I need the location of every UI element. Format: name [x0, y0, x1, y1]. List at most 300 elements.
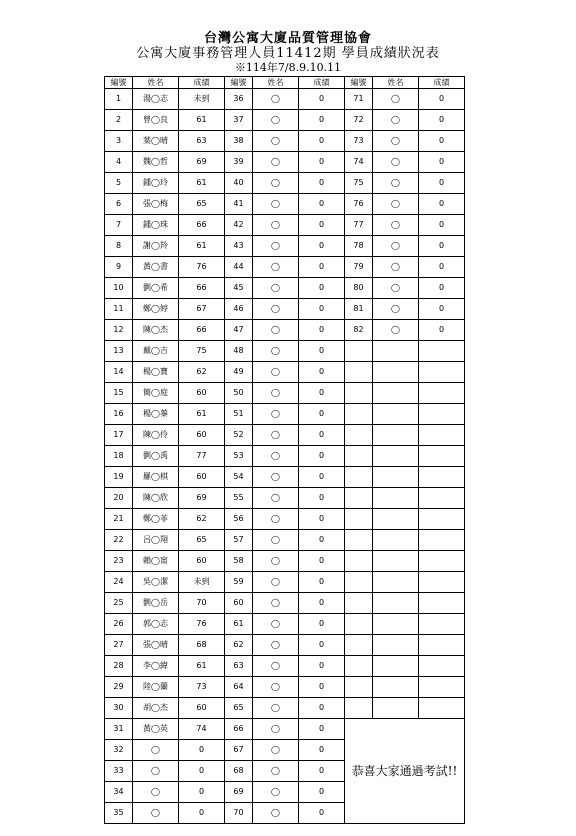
- student-number: 52: [225, 425, 253, 446]
- student-score: 0: [419, 215, 465, 236]
- student-name: 胡◯杰: [133, 698, 179, 719]
- column-header: 姓名: [133, 77, 179, 89]
- student-name: ◯: [253, 215, 299, 236]
- column-header: 編號: [105, 77, 133, 89]
- empty-cell: [345, 341, 373, 362]
- student-name: ◯: [133, 782, 179, 803]
- table-row: [105, 530, 465, 551]
- student-score: 65: [179, 194, 225, 215]
- empty-cell: [373, 383, 419, 404]
- student-number: 69: [225, 782, 253, 803]
- student-name: 郭◯志: [133, 614, 179, 635]
- student-score: 60: [179, 467, 225, 488]
- student-name: ◯: [373, 257, 419, 278]
- table-row: [105, 467, 465, 488]
- student-name: 楊◯寶: [133, 362, 179, 383]
- student-number: 63: [225, 656, 253, 677]
- column-header: 成績: [419, 77, 465, 89]
- student-number: 13: [105, 341, 133, 362]
- table-row: [105, 89, 465, 110]
- student-name: ◯: [253, 446, 299, 467]
- student-name: ◯: [253, 656, 299, 677]
- empty-cell: [345, 635, 373, 656]
- empty-cell: [373, 488, 419, 509]
- student-number: 5: [105, 173, 133, 194]
- student-number: 71: [345, 89, 373, 110]
- table-row: [105, 509, 465, 530]
- student-number: 70: [225, 803, 253, 824]
- student-number: 22: [105, 530, 133, 551]
- student-name: 鄭◯菲: [133, 509, 179, 530]
- empty-cell: [373, 572, 419, 593]
- student-number: 66: [225, 719, 253, 740]
- student-name: ◯: [253, 803, 299, 824]
- student-score: 0: [299, 782, 345, 803]
- table-row: [105, 572, 465, 593]
- empty-cell: [419, 467, 465, 488]
- student-name: ◯: [253, 488, 299, 509]
- student-number: 81: [345, 299, 373, 320]
- student-number: 67: [225, 740, 253, 761]
- student-score: 66: [179, 320, 225, 341]
- student-number: 59: [225, 572, 253, 593]
- student-name: 劉◯禹: [133, 446, 179, 467]
- table-header-row: [105, 77, 465, 89]
- student-name: 陸◯蘭: [133, 677, 179, 698]
- empty-cell: [345, 446, 373, 467]
- student-score: 0: [299, 257, 345, 278]
- student-name: ◯: [253, 782, 299, 803]
- student-score: 0: [299, 236, 345, 257]
- student-number: 30: [105, 698, 133, 719]
- empty-cell: [419, 530, 465, 551]
- student-score: 0: [419, 278, 465, 299]
- student-number: 57: [225, 530, 253, 551]
- student-number: 9: [105, 257, 133, 278]
- grade-table-body: [105, 77, 465, 824]
- table-row: [105, 488, 465, 509]
- student-name: ◯: [253, 257, 299, 278]
- student-name: ◯: [253, 110, 299, 131]
- student-score: 0: [299, 635, 345, 656]
- student-name: ◯: [253, 425, 299, 446]
- student-number: 33: [105, 761, 133, 782]
- student-name: 陳◯伶: [133, 425, 179, 446]
- student-name: 賴◯甯: [133, 551, 179, 572]
- student-number: 12: [105, 320, 133, 341]
- student-name: ◯: [373, 131, 419, 152]
- empty-cell: [373, 362, 419, 383]
- student-number: 49: [225, 362, 253, 383]
- table-row: [105, 551, 465, 572]
- student-number: 73: [345, 131, 373, 152]
- student-name: 楊◯蓁: [133, 404, 179, 425]
- student-name: 張◯梅: [133, 194, 179, 215]
- student-number: 43: [225, 236, 253, 257]
- student-name: ◯: [253, 572, 299, 593]
- student-score: 62: [179, 509, 225, 530]
- empty-cell: [419, 593, 465, 614]
- student-score: 66: [179, 278, 225, 299]
- table-row: [105, 677, 465, 698]
- student-number: 72: [345, 110, 373, 131]
- empty-cell: [419, 404, 465, 425]
- table-row: [105, 446, 465, 467]
- empty-cell: [373, 698, 419, 719]
- empty-cell: [373, 656, 419, 677]
- student-number: 58: [225, 551, 253, 572]
- student-name: ◯: [253, 383, 299, 404]
- student-name: ◯: [253, 677, 299, 698]
- column-header: 姓名: [253, 77, 299, 89]
- column-header: 成績: [179, 77, 225, 89]
- student-number: 42: [225, 215, 253, 236]
- student-score: 0: [299, 572, 345, 593]
- table-row: [105, 152, 465, 173]
- student-name: 葉◯晴: [133, 131, 179, 152]
- student-number: 51: [225, 404, 253, 425]
- student-score: 0: [179, 803, 225, 824]
- student-number: 23: [105, 551, 133, 572]
- student-score: 0: [419, 110, 465, 131]
- student-name: ◯: [253, 698, 299, 719]
- empty-cell: [419, 551, 465, 572]
- student-name: ◯: [373, 110, 419, 131]
- student-score: 0: [299, 446, 345, 467]
- student-number: 36: [225, 89, 253, 110]
- empty-cell: [345, 530, 373, 551]
- empty-cell: [373, 593, 419, 614]
- table-row: [105, 341, 465, 362]
- student-name: ◯: [253, 635, 299, 656]
- student-score: 60: [179, 551, 225, 572]
- empty-cell: [345, 614, 373, 635]
- student-score: 0: [299, 509, 345, 530]
- student-number: 21: [105, 509, 133, 530]
- student-score: 74: [179, 719, 225, 740]
- student-number: 65: [225, 698, 253, 719]
- student-number: 77: [345, 215, 373, 236]
- student-name: ◯: [253, 614, 299, 635]
- student-score: 0: [179, 740, 225, 761]
- student-score: 76: [179, 614, 225, 635]
- student-number: 15: [105, 383, 133, 404]
- student-number: 82: [345, 320, 373, 341]
- student-number: 16: [105, 404, 133, 425]
- empty-cell: [345, 425, 373, 446]
- student-score: 0: [419, 131, 465, 152]
- student-score: 69: [179, 488, 225, 509]
- student-name: ◯: [253, 719, 299, 740]
- student-name: ◯: [253, 278, 299, 299]
- student-number: 40: [225, 173, 253, 194]
- student-number: 54: [225, 467, 253, 488]
- student-name: 李◯緯: [133, 656, 179, 677]
- student-score: 0: [299, 89, 345, 110]
- student-name: 陳◯欣: [133, 488, 179, 509]
- table-row: [105, 656, 465, 677]
- student-number: 10: [105, 278, 133, 299]
- empty-cell: [373, 404, 419, 425]
- student-number: 1: [105, 89, 133, 110]
- date-line: ※114年7/8.9.10.11: [234, 61, 342, 74]
- empty-cell: [373, 446, 419, 467]
- student-score: 76: [179, 257, 225, 278]
- student-number: 37: [225, 110, 253, 131]
- student-name: ◯: [133, 740, 179, 761]
- student-score: 0: [299, 341, 345, 362]
- table-row: [105, 110, 465, 131]
- student-score: 0: [299, 110, 345, 131]
- student-name: ◯: [253, 761, 299, 782]
- student-score: 77: [179, 446, 225, 467]
- student-name: ◯: [373, 320, 419, 341]
- student-score: 0: [299, 278, 345, 299]
- student-name: ◯: [253, 89, 299, 110]
- empty-cell: [373, 341, 419, 362]
- student-score: 0: [299, 362, 345, 383]
- student-score: 61: [179, 236, 225, 257]
- student-name: 謝◯羚: [133, 236, 179, 257]
- column-header: 編號: [345, 77, 373, 89]
- empty-cell: [419, 362, 465, 383]
- student-score: 0: [419, 320, 465, 341]
- student-score: 0: [299, 131, 345, 152]
- student-name: 黃◯英: [133, 719, 179, 740]
- student-score: 70: [179, 593, 225, 614]
- student-score: 0: [299, 152, 345, 173]
- column-header: 編號: [225, 77, 253, 89]
- student-name: ◯: [253, 341, 299, 362]
- student-number: 41: [225, 194, 253, 215]
- table-row: [105, 425, 465, 446]
- student-number: 11: [105, 299, 133, 320]
- empty-cell: [345, 698, 373, 719]
- student-score: 0: [299, 488, 345, 509]
- student-name: ◯: [253, 404, 299, 425]
- student-number: 14: [105, 362, 133, 383]
- student-name: 簡◯庭: [133, 383, 179, 404]
- student-number: 20: [105, 488, 133, 509]
- student-score: 69: [179, 152, 225, 173]
- student-name: ◯: [373, 215, 419, 236]
- empty-cell: [419, 614, 465, 635]
- table-row: [105, 299, 465, 320]
- student-name: ◯: [253, 131, 299, 152]
- student-score: 0: [419, 257, 465, 278]
- student-score: 0: [419, 194, 465, 215]
- table-row: [105, 614, 465, 635]
- table-row: [105, 383, 465, 404]
- student-score: 0: [419, 152, 465, 173]
- student-number: 32: [105, 740, 133, 761]
- grade-table: [104, 76, 465, 824]
- student-number: 4: [105, 152, 133, 173]
- student-score: 62: [179, 362, 225, 383]
- empty-cell: [419, 698, 465, 719]
- student-score: 0: [299, 803, 345, 824]
- student-number: 26: [105, 614, 133, 635]
- table-row: [105, 215, 465, 236]
- student-number: 24: [105, 572, 133, 593]
- empty-cell: [345, 467, 373, 488]
- empty-cell: [345, 383, 373, 404]
- student-score: 0: [299, 467, 345, 488]
- student-number: 35: [105, 803, 133, 824]
- student-name: ◯: [253, 152, 299, 173]
- student-name: 湯◯志: [133, 89, 179, 110]
- student-number: 8: [105, 236, 133, 257]
- student-name: 曾◯良: [133, 110, 179, 131]
- student-score: 0: [419, 89, 465, 110]
- document-subtitle: 公寓大廈事務管理人員11412期 學員成績狀況表: [136, 46, 440, 61]
- empty-cell: [345, 362, 373, 383]
- student-name: 羅◯棋: [133, 467, 179, 488]
- student-name: 鍾◯珠: [133, 215, 179, 236]
- student-score: 0: [419, 173, 465, 194]
- empty-cell: [345, 572, 373, 593]
- student-name: ◯: [253, 740, 299, 761]
- empty-cell: [345, 488, 373, 509]
- student-name: ◯: [253, 194, 299, 215]
- student-number: 80: [345, 278, 373, 299]
- student-score: 未到: [179, 89, 225, 110]
- student-number: 25: [105, 593, 133, 614]
- student-score: 61: [179, 656, 225, 677]
- student-number: 6: [105, 194, 133, 215]
- student-score: 73: [179, 677, 225, 698]
- student-score: 61: [179, 404, 225, 425]
- student-score: 65: [179, 530, 225, 551]
- student-number: 76: [345, 194, 373, 215]
- student-number: 19: [105, 467, 133, 488]
- student-number: 75: [345, 173, 373, 194]
- student-score: 0: [299, 761, 345, 782]
- student-name: ◯: [253, 320, 299, 341]
- student-name: 魏◯哲: [133, 152, 179, 173]
- student-name: ◯: [253, 509, 299, 530]
- student-number: 74: [345, 152, 373, 173]
- student-number: 45: [225, 278, 253, 299]
- student-name: 劉◯希: [133, 278, 179, 299]
- student-score: 0: [419, 299, 465, 320]
- empty-cell: [373, 614, 419, 635]
- student-number: 2: [105, 110, 133, 131]
- table-row: [105, 698, 465, 719]
- empty-cell: [419, 383, 465, 404]
- student-name: ◯: [373, 173, 419, 194]
- student-number: 3: [105, 131, 133, 152]
- empty-cell: [345, 656, 373, 677]
- student-number: 39: [225, 152, 253, 173]
- student-number: 48: [225, 341, 253, 362]
- student-number: 60: [225, 593, 253, 614]
- student-name: ◯: [253, 299, 299, 320]
- student-name: ◯: [253, 173, 299, 194]
- student-name: ◯: [373, 194, 419, 215]
- student-number: 78: [345, 236, 373, 257]
- congratulations-message: 恭喜大家通過考試!!: [345, 719, 465, 824]
- student-name: ◯: [253, 467, 299, 488]
- student-name: 鍾◯玲: [133, 173, 179, 194]
- student-score: 60: [179, 383, 225, 404]
- student-score: 0: [299, 530, 345, 551]
- student-number: 18: [105, 446, 133, 467]
- student-number: 64: [225, 677, 253, 698]
- empty-cell: [373, 467, 419, 488]
- student-number: 50: [225, 383, 253, 404]
- student-number: 31: [105, 719, 133, 740]
- table-row: [105, 173, 465, 194]
- student-score: 0: [419, 236, 465, 257]
- student-name: 鄭◯婷: [133, 299, 179, 320]
- student-score: 67: [179, 299, 225, 320]
- student-name: ◯: [373, 236, 419, 257]
- student-number: 44: [225, 257, 253, 278]
- student-name: ◯: [373, 299, 419, 320]
- empty-cell: [419, 677, 465, 698]
- student-score: 0: [299, 677, 345, 698]
- student-number: 38: [225, 131, 253, 152]
- student-score: 未到: [179, 572, 225, 593]
- table-row: [105, 131, 465, 152]
- student-score: 0: [299, 740, 345, 761]
- student-number: 68: [225, 761, 253, 782]
- empty-cell: [373, 677, 419, 698]
- table-row: [105, 278, 465, 299]
- student-name: 戴◯吉: [133, 341, 179, 362]
- student-name: ◯: [253, 593, 299, 614]
- student-score: 60: [179, 698, 225, 719]
- student-score: 0: [299, 404, 345, 425]
- student-name: 陳◯杰: [133, 320, 179, 341]
- column-header: 成績: [299, 77, 345, 89]
- student-score: 0: [299, 425, 345, 446]
- empty-cell: [419, 488, 465, 509]
- student-number: 28: [105, 656, 133, 677]
- student-score: 0: [179, 782, 225, 803]
- table-row: [105, 194, 465, 215]
- empty-cell: [345, 404, 373, 425]
- empty-cell: [373, 530, 419, 551]
- student-score: 0: [179, 761, 225, 782]
- empty-cell: [419, 656, 465, 677]
- student-number: 53: [225, 446, 253, 467]
- student-score: 0: [299, 320, 345, 341]
- empty-cell: [345, 593, 373, 614]
- student-name: ◯: [373, 278, 419, 299]
- empty-cell: [373, 551, 419, 572]
- student-score: 68: [179, 635, 225, 656]
- student-name: ◯: [373, 89, 419, 110]
- student-score: 0: [299, 194, 345, 215]
- student-score: 0: [299, 614, 345, 635]
- student-number: 29: [105, 677, 133, 698]
- student-score: 75: [179, 341, 225, 362]
- student-score: 60: [179, 425, 225, 446]
- empty-cell: [345, 551, 373, 572]
- table-row: [105, 320, 465, 341]
- student-score: 0: [299, 656, 345, 677]
- student-number: 47: [225, 320, 253, 341]
- student-name: ◯: [133, 803, 179, 824]
- student-name: 劉◯岳: [133, 593, 179, 614]
- table-row: [105, 593, 465, 614]
- student-score: 0: [299, 215, 345, 236]
- student-score: 0: [299, 719, 345, 740]
- student-name: ◯: [253, 236, 299, 257]
- empty-cell: [345, 509, 373, 530]
